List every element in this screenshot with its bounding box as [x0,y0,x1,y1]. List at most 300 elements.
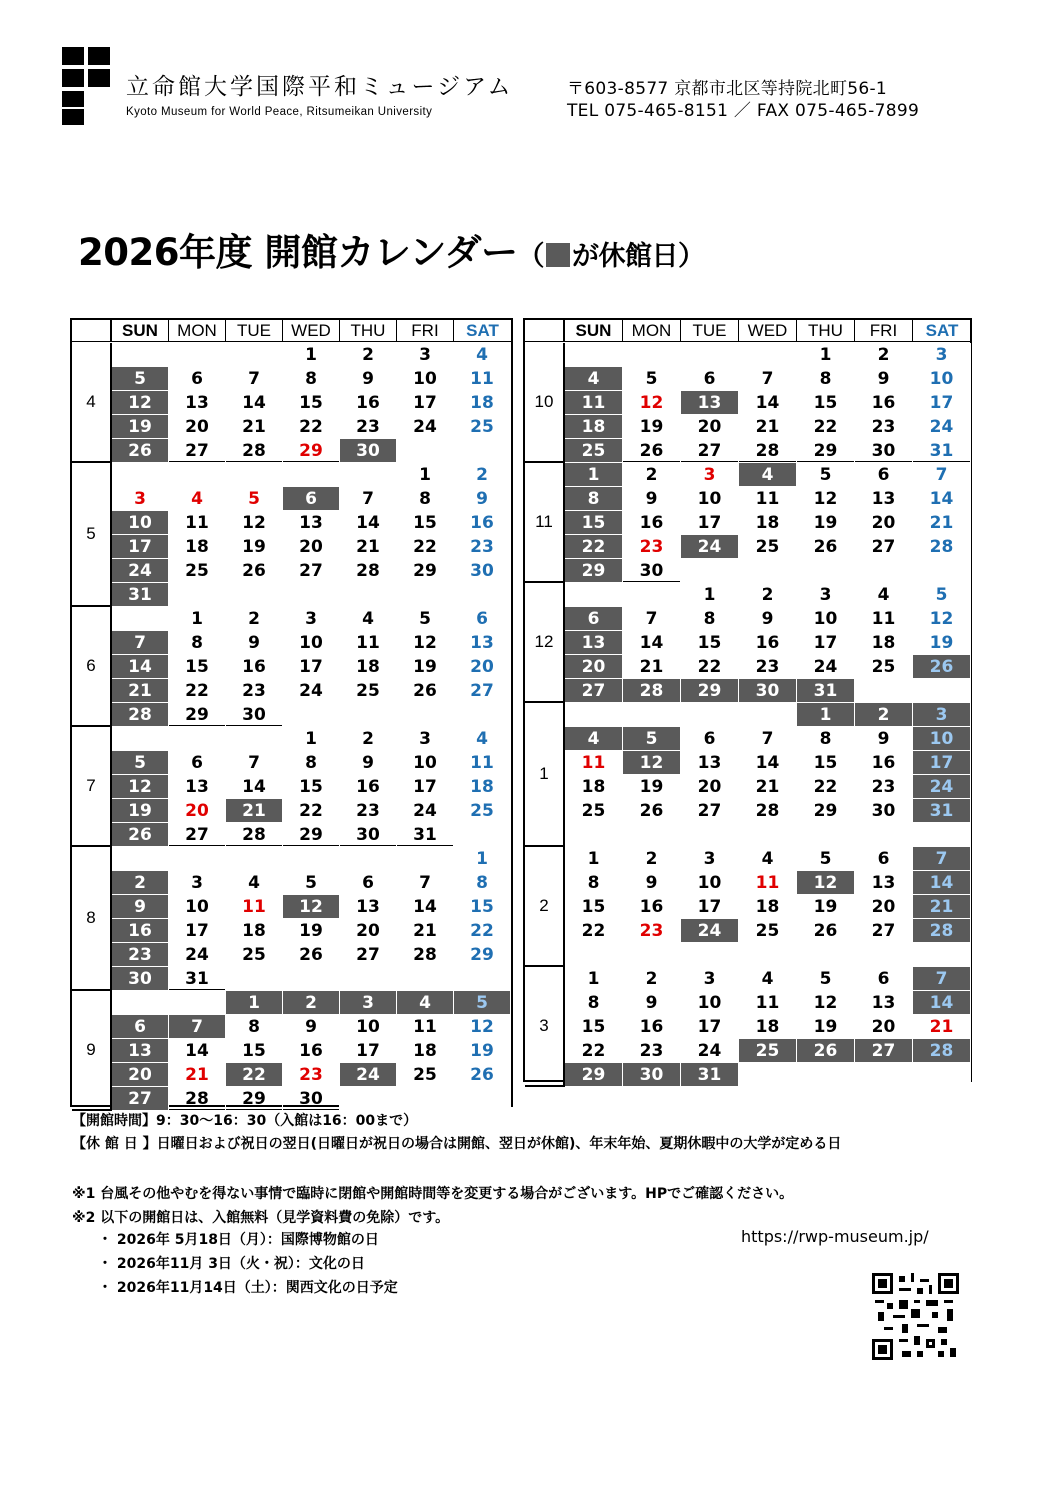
day-cell: 8 [565,487,623,511]
week-row [112,991,511,1015]
empty-cell [226,583,283,607]
day-cell: 8 [283,751,340,775]
month-block-6 [112,607,511,727]
header-corner [72,320,112,342]
day-cell: 8 [454,871,511,895]
weekday-fri: FRI [397,320,454,342]
day-cell: 8 [169,631,226,655]
week-row [112,343,511,367]
day-cell: 16 [283,1039,340,1063]
week-row [565,847,971,871]
day-cell: 13 [855,487,913,511]
day-cell: 22 [565,535,623,559]
day-cell: 13 [565,631,623,655]
website-link[interactable]: https://rwp-museum.jp/ [741,1227,929,1246]
day-cell: 13 [169,391,226,415]
week-row [112,967,511,991]
day-cell: 6 [565,607,623,631]
opening-hours: 【開館時間】9：30～16：30（入館は16：00まで） [72,1113,418,1129]
day-cell: 9 [226,631,283,655]
week-row [112,415,511,439]
day-cell: 3 [913,343,971,367]
empty-cell [340,967,397,991]
day-cell: 30 [226,703,283,727]
day-cell: 1 [169,607,226,631]
day-cell: 2 [454,463,511,487]
day-cell: 25 [739,919,797,943]
empty-cell [226,343,283,367]
day-cell: 5 [112,751,169,775]
empty-cell [340,703,397,727]
week-row [565,679,971,703]
day-cell: 26 [797,535,855,559]
day-cell: 29 [797,439,855,463]
day-cell: 3 [397,727,454,751]
day-cell: 2 [112,871,169,895]
title-sub-open: （ [517,241,544,272]
week-row [565,967,971,991]
note-1: ※1 台風その他やむを得ない事情で臨時に閉館や開館時間等を変更する場合がございます。HPでご確認ください。 [72,1186,794,1202]
day-cell: 4 [397,991,454,1015]
month-block-8 [112,847,511,991]
day-cell: 1 [454,847,511,871]
day-cell: 5 [283,871,340,895]
empty-cell [565,823,623,847]
day-cell: 13 [855,871,913,895]
week-row [112,775,511,799]
phone-fax: TEL 075-465-8151 ／ FAX 075-465-7899 [567,101,920,121]
month-block-10 [565,343,971,463]
day-cell: 14 [226,391,283,415]
month-label: 1 [525,703,565,847]
week-row [565,1063,971,1087]
week-row [565,823,971,847]
day-cell: 31 [913,799,971,823]
day-cell: 14 [913,487,971,511]
day-cell: 19 [797,511,855,535]
month-label: 5 [72,463,112,607]
day-cell: 14 [226,775,283,799]
day-cell: 11 [397,1015,454,1039]
week-row [112,367,511,391]
day-cell: 8 [681,607,739,631]
day-cell: 23 [739,655,797,679]
day-cell: 23 [623,1039,681,1063]
day-cell: 16 [340,391,397,415]
month-block-12 [565,583,971,703]
day-cell: 15 [283,391,340,415]
day-cell: 9 [855,367,913,391]
day-cell: 15 [797,751,855,775]
empty-cell [739,1063,797,1087]
month-block-2 [565,847,971,967]
empty-cell [112,463,169,487]
day-cell: 18 [169,535,226,559]
day-cell: 25 [565,439,623,463]
day-cell: 12 [913,607,971,631]
day-cell: 18 [739,511,797,535]
empty-cell [739,559,797,583]
day-cell: 22 [283,799,340,823]
day-cell: 3 [340,991,397,1015]
day-cell: 8 [797,367,855,391]
empty-cell [283,847,340,871]
day-cell: 20 [169,799,226,823]
empty-cell [565,943,623,967]
day-cell: 15 [565,511,623,535]
day-cell: 7 [913,847,971,871]
day-cell: 9 [739,607,797,631]
day-cell: 14 [112,655,169,679]
day-cell: 24 [797,655,855,679]
day-cell: 24 [681,535,739,559]
month-label: 4 [72,343,112,463]
day-cell: 11 [739,991,797,1015]
week-row [565,1015,971,1039]
day-cell: 16 [739,631,797,655]
week-row [565,439,971,463]
empty-cell [226,967,283,991]
day-cell: 3 [913,703,971,727]
day-cell: 12 [797,871,855,895]
day-cell: 7 [739,727,797,751]
empty-cell [169,991,226,1015]
empty-cell [454,439,511,463]
day-cell: 13 [681,391,739,415]
day-cell: 10 [913,727,971,751]
day-cell: 15 [565,1015,623,1039]
day-cell: 31 [397,823,454,847]
day-cell: 24 [681,919,739,943]
day-cell: 11 [565,391,623,415]
day-cell: 10 [169,895,226,919]
weekday-tue: TUE [226,320,283,342]
day-cell: 10 [340,1015,397,1039]
day-cell: 3 [681,967,739,991]
day-cell: 6 [112,1015,169,1039]
week-row [112,679,511,703]
week-row [565,607,971,631]
week-row [112,607,511,631]
day-cell: 24 [112,559,169,583]
day-cell: 28 [169,1087,226,1111]
empty-cell [226,463,283,487]
day-cell: 26 [112,823,169,847]
empty-cell [454,967,511,991]
day-cell: 22 [226,1063,283,1087]
day-cell: 4 [739,967,797,991]
day-cell: 29 [283,823,340,847]
day-cell: 23 [623,919,681,943]
empty-cell [340,583,397,607]
day-cell: 17 [397,391,454,415]
day-cell: 29 [226,1087,283,1111]
week-row [112,895,511,919]
day-cell: 29 [454,943,511,967]
day-cell: 3 [797,583,855,607]
day-cell: 13 [169,775,226,799]
day-cell: 26 [112,439,169,463]
day-cell: 27 [681,439,739,463]
empty-cell [397,1087,454,1111]
day-cell: 9 [454,487,511,511]
day-cell: 22 [283,415,340,439]
day-cell: 6 [454,607,511,631]
week-row [112,559,511,583]
month-label: 9 [72,991,112,1111]
week-row [565,631,971,655]
day-cell: 17 [797,631,855,655]
empty-cell [913,559,971,583]
day-cell: 18 [565,775,623,799]
empty-cell [169,727,226,751]
day-cell: 2 [855,343,913,367]
empty-cell [797,1063,855,1087]
empty-cell [855,559,913,583]
day-cell: 15 [681,631,739,655]
day-cell: 12 [397,631,454,655]
empty-cell [112,343,169,367]
day-cell: 25 [397,1063,454,1087]
day-cell: 3 [681,847,739,871]
day-cell: 21 [739,415,797,439]
day-cell: 18 [739,895,797,919]
month-label: 2 [525,847,565,967]
weekday-sat: SAT [913,320,971,342]
empty-cell [913,823,971,847]
day-cell: 26 [454,1063,511,1087]
day-cell: 11 [454,367,511,391]
day-cell: 31 [797,679,855,703]
week-row [112,583,511,607]
day-cell: 27 [112,1087,169,1111]
month-block-1 [565,703,971,847]
empty-cell [739,703,797,727]
day-cell: 7 [112,631,169,655]
week-row [565,583,971,607]
week-row [112,823,511,847]
day-cell: 22 [565,1039,623,1063]
day-cell: 22 [565,919,623,943]
day-cell: 1 [283,727,340,751]
day-cell: 8 [397,487,454,511]
week-row [112,1015,511,1039]
day-cell: 23 [855,415,913,439]
day-cell: 4 [739,847,797,871]
free-day-1: ・ 2026年 5月18日（月）：国際博物館の日 [98,1232,379,1248]
museum-name-jp: 立命館大学国際平和ミュージアム [126,74,514,100]
month-label: 3 [525,967,565,1087]
day-cell: 17 [112,535,169,559]
day-cell: 1 [397,463,454,487]
weekday-header [72,320,511,342]
day-cell: 22 [797,415,855,439]
day-cell: 14 [739,391,797,415]
day-cell: 6 [681,367,739,391]
day-cell: 28 [913,919,971,943]
empty-cell [340,1087,397,1111]
day-cell: 3 [112,487,169,511]
day-cell: 21 [169,1063,226,1087]
week-row [565,751,971,775]
day-cell: 7 [913,967,971,991]
day-cell: 10 [112,511,169,535]
day-cell: 28 [397,943,454,967]
day-cell: 6 [681,727,739,751]
day-cell: 14 [397,895,454,919]
day-cell: 4 [565,727,623,751]
day-cell: 3 [169,871,226,895]
month-block-7 [112,727,511,847]
weekday-header [525,320,971,342]
month-block-4 [112,343,511,463]
day-cell: 20 [112,1063,169,1087]
day-cell: 24 [681,1039,739,1063]
empty-cell [397,439,454,463]
day-cell: 17 [913,391,971,415]
day-cell: 30 [739,679,797,703]
empty-cell [681,943,739,967]
day-cell: 17 [283,655,340,679]
day-cell: 10 [283,631,340,655]
empty-cell [623,943,681,967]
day-cell: 5 [913,583,971,607]
day-cell: 6 [169,751,226,775]
week-row [565,991,971,1015]
day-cell: 18 [739,1015,797,1039]
month-label: 6 [72,607,112,727]
day-cell: 1 [283,343,340,367]
empty-cell [855,679,913,703]
day-cell: 25 [340,679,397,703]
day-cell: 27 [855,535,913,559]
day-cell: 16 [623,1015,681,1039]
day-cell: 22 [397,535,454,559]
day-cell: 28 [623,679,681,703]
week-row [112,703,511,727]
day-cell: 25 [169,559,226,583]
day-cell: 22 [169,679,226,703]
day-cell: 9 [340,367,397,391]
closed-legend-swatch [546,243,570,267]
day-cell: 13 [340,895,397,919]
day-cell: 1 [681,583,739,607]
week-row [112,1063,511,1087]
day-cell: 19 [623,775,681,799]
empty-cell [226,847,283,871]
day-cell: 21 [397,919,454,943]
day-cell: 21 [226,415,283,439]
day-cell: 23 [112,943,169,967]
day-cell: 2 [340,727,397,751]
day-cell: 27 [855,1039,913,1063]
day-cell: 25 [565,799,623,823]
day-cell: 2 [739,583,797,607]
day-cell: 29 [397,559,454,583]
day-cell: 11 [226,895,283,919]
week-row [112,631,511,655]
week-row [112,727,511,751]
title-sub: が休館日） [571,241,705,272]
day-cell: 1 [565,967,623,991]
week-row [565,367,971,391]
day-cell: 25 [454,799,511,823]
day-cell: 6 [855,847,913,871]
day-cell: 27 [340,943,397,967]
qr-code [872,1273,959,1360]
day-cell: 14 [913,871,971,895]
empty-cell [855,943,913,967]
empty-cell [283,583,340,607]
day-cell: 16 [623,511,681,535]
day-cell: 10 [913,367,971,391]
day-cell: 21 [913,895,971,919]
day-cell: 16 [623,895,681,919]
day-cell: 9 [112,895,169,919]
week-row [112,847,511,871]
empty-cell [397,703,454,727]
week-row [565,511,971,535]
week-row [112,751,511,775]
day-cell: 19 [797,1015,855,1039]
day-cell: 30 [454,559,511,583]
day-cell: 21 [226,799,283,823]
month-block-3 [565,967,971,1087]
day-cell: 9 [340,751,397,775]
day-cell: 11 [565,751,623,775]
day-cell: 19 [454,1039,511,1063]
day-cell: 21 [913,511,971,535]
day-cell: 5 [797,847,855,871]
day-cell: 1 [226,991,283,1015]
week-row [112,1087,511,1111]
month-block-9 [112,991,511,1111]
day-cell: 11 [739,487,797,511]
day-cell: 7 [226,751,283,775]
day-cell: 1 [797,343,855,367]
week-row [565,559,971,583]
day-cell: 30 [855,799,913,823]
day-cell: 20 [169,415,226,439]
day-cell: 17 [169,919,226,943]
day-cell: 1 [565,463,623,487]
day-cell: 2 [623,967,681,991]
calendar-left [70,318,513,1107]
day-cell: 18 [454,775,511,799]
free-day-2: ・ 2026年11月 3日（火・祝）：文化の日 [98,1256,365,1272]
day-cell: 26 [623,439,681,463]
week-row [112,871,511,895]
day-cell: 25 [454,415,511,439]
week-row [112,655,511,679]
day-cell: 19 [623,415,681,439]
weekday-mon: MON [623,320,681,342]
day-cell: 10 [797,607,855,631]
day-cell: 4 [739,463,797,487]
empty-cell [454,703,511,727]
day-cell: 18 [340,655,397,679]
day-cell: 9 [623,487,681,511]
day-cell: 23 [226,679,283,703]
day-cell: 17 [681,895,739,919]
empty-cell [623,583,681,607]
day-cell: 19 [913,631,971,655]
day-cell: 7 [739,367,797,391]
empty-cell [340,847,397,871]
empty-cell [681,343,739,367]
empty-cell [454,1087,511,1111]
day-cell: 19 [283,919,340,943]
